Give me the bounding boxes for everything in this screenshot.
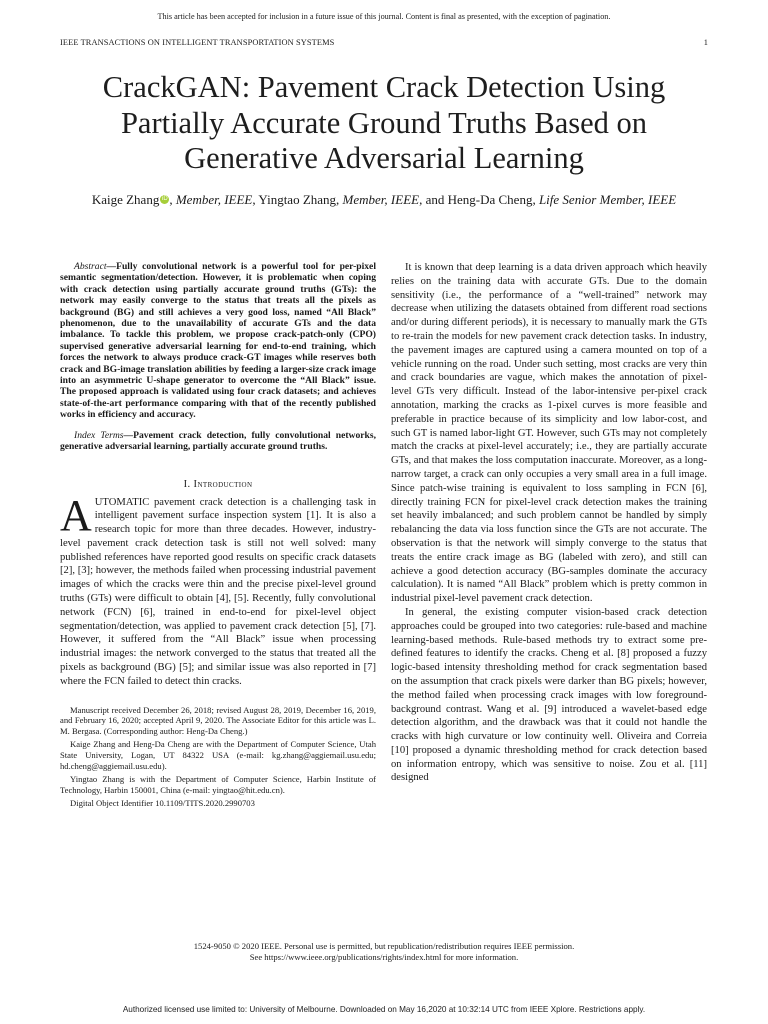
footnote-manuscript: Manuscript received December 26, 2018; revised August 28, 2019, December 16, 2019, and February 16, 2020; accepted April 9, 2020. The Associate Editor for this article was L. M. Bergasa. (Corresponding author: Heng-Da Cheng.) [60, 704, 376, 736]
copyright-notice [0, 941, 768, 963]
intro-paragraph [60, 490, 376, 689]
index-terms-label: Index Terms [74, 429, 124, 441]
footnotes [60, 705, 376, 809]
abstract-text: Fully convolutional network is a powerful tool for per-pixel semantic segmentation/detection. However, it is problematic when coping with crack detection using partially accurate ground truths (GTs): the network may easily converge to the status that treats all the pixels as background (BG) and still achieves a very good loss, named “All Black” phenomenon, due to the unavailability of accurate GTs and the data imbalance. To tackle this problem, we propose crack-patch-only (CPO) supervised generative adversarial learning for end-to-end training, which forces the network to always produce crack-GT images while reserves both crack and BG-image translation abilities by feeding a larger-size crack image into an asymmetric U-shape generator to overcome the “All Black” issue. The proposed approach is validated using four crack datasets; and achieves state-of-the-art performance comparing with that of the recently published works in efficiency and accuracy. [60, 261, 376, 421]
section-number: I. [183, 478, 191, 490]
journal-name: IEEE TRANSACTIONS ON INTELLIGENT TRANSPORTATION SYSTEMS [60, 38, 335, 47]
right-column [391, 261, 707, 785]
index-terms: Index Terms—Pavement crack detection, fully convolutional networks, generative adversarial learning, partially accurate ground truths. [60, 429, 376, 453]
section-title: Introduction [193, 478, 253, 490]
author-line: Kaige Zhang iD , Member, IEEE, Yingtao Zhang, Member, IEEE, and Heng-Da Cheng, Life Senior Member, IEEE [91, 192, 677, 207]
running-head [60, 38, 708, 47]
journal-notice: This article has been accepted for inclusion in a future issue of this journal. Content is final as presented, with the exception of pagination. [157, 12, 611, 21]
left-column [60, 261, 376, 812]
drop-cap: A [60, 490, 92, 540]
body-paragraph: In general, the existing computer vision-based crack detection approaches could be grouped into two categories: rule-based and machine learning-based methods. Rule-based methods try to extract some pre-defined features to identify the cracks. Cheng et al. [8] proposed a fuzzy logic-based intensity thresholding method for crack segmentation based on the assumption that crack pixels were darker than BG pixels; however, the method failed when processing crack images with low foreground-background contrast. Wang et al. [9] introduced a wavelet-based edge detection algorithm, and the drawback was that it could not handle the cracks with high curvature or low continuity well. Oliveira and Correia [10] proposed a dynamic thresholding method for crack detection based on information entropy, which was sensitive to noise. Zou et al. [11] designed [391, 606, 707, 784]
footnote-affiliation: Kaige Zhang and Heng-Da Cheng are with the Department of Computer Science, Utah State University, Logan, UT 84322 USA (e-mail: kg.zhang@aggiemail.usu.edu; hd.cheng@aggiemail.usu.edu). [60, 739, 376, 771]
intro-text: UTOMATIC pavement crack detection is a challenging task in intelligent pavement surface inspection system [1]. It is also a research topic for more than three decades. However, industry-level pavement crack detection task is still not well solved: many published references have reported good results on specific crack datasets [2], [3]; however, the methods failed when processing industrial pavement images of which the cracks were thin and the precise pixel-level ground truths (GTs) were difficult to obtain [4], [5]. Recently, fully convolutional network (FCN) [6], trained in end-to-end for pixel-level object segmentation/detection, was applied to pavement crack detection [5], [7]. However, it suffered from the “All Black” issue when processing industrial images: the network converged to the status that treated all the pixels as background (BG) [5]; and similar issue was also reported in [7] where the FCN failed to detect thin cracks. [60, 496, 376, 687]
orcid-icon[interactable]: iD [162, 196, 168, 202]
paper-title: CrackGAN: Pavement Crack Detection Using Partially Accurate Ground Truths Based on Generative Adversarial Learning [102, 70, 666, 175]
author-name: Yingtao Zhang [258, 192, 337, 207]
author-affiliation-role: Life Senior Member, IEEE [538, 192, 677, 207]
license-bar: Authorized licensed use limited to: University of Melbourne. Downloaded on May 16,2020 at 10:32:14 UTC from IEEE Xplore. Restrictions apply. [122, 1005, 646, 1014]
author-affiliation-role: Member, IEEE [175, 192, 253, 207]
page-number: 1 [703, 38, 708, 47]
body-paragraph: It is known that deep learning is a data driven approach which heavily relies on the training data with accurate GTs. Due to the domain sensitivity (i.e., the performance of a “well-trained” network may decrease when utilizing the datasets obtained from different road sections and/or during different periods), it is necessary to manually mark the GTs to re-train the models for new pavement crack detection tasks. In industry, the pavement images are captured using a camera mounted on top of a vehicle running on the road. Under such setting, most cracks are very thin and crack boundaries are vague, which makes the annotation of pixel-level GTs very difficult. Instead of the labor-intensive per-pixel crack annotation, marking the cracks as 1-pixel curves is more feasible and preferable in practice because of its simplicity and low labor-cost, and such GT is named labor-light GT. However, such GTs may not completely match the cracks at pixel-level accurately; i.e., they are partially accurate GTs, and that makes the loss computation inaccurate. Moreover, as a long-narrow target, a crack can only occupies a very small area in a full image. Since patch-wise training is equivalent to loss sampling in FCN [6], directly training FCN for pixel-level crack detection makes the training set heavily imbalanced; and such problem cannot be handled by simply rebalancing the data via loss function since the GTs are not accurate. The observation is that the network will simply converge to the status that treats the entire crack image as BG (labeled with zero), and still can achieve a good detection accuracy (BG-samples dominate the accuracy calculation). It is named “All Black” problem which is pretty common in industrial pixel-level pavement crack detection. [391, 262, 707, 605]
author-affiliation-role: Member, IEEE [342, 192, 420, 207]
footnote-affiliation: Yingtao Zhang is with the Department of Computer Science, Harbin Institute of Technology, Harbin 150001, China (e-mail: yingtao@hit.edu.cn). [60, 774, 376, 795]
section-heading [60, 479, 376, 490]
author-name: Heng-Da Cheng [447, 192, 533, 207]
index-terms-text: Pavement crack detection, fully convolutional networks, generative adversarial learning, partially accurate ground truths. [60, 429, 376, 453]
abstract: Abstract—Fully convolutional network is a powerful tool for per-pixel semantic segmentation/detection. However, it is problematic when coping with crack detection using partially accurate ground truths (GTs): the network may easily converge to the status that treats all the pixels as background (BG) and still achieves a very good loss, named “All Black” phenomenon, due to the unavailability of accurate GTs and the data imbalance. To tackle this problem, we propose crack-patch-only (CPO) supervised generative adversarial learning for end-to-end training, which forces the network to always produce crack-GT images while reserves both crack and BG-image translation abilities by feeding a larger-size crack image into an asymmetric U-shape generator to overcome the “All Black” issue. The proposed approach is validated using four crack datasets; and achieves state-of-the-art performance comparing with that of the recently published works in efficiency and accuracy. [60, 261, 376, 421]
footnote-doi: Digital Object Identifier 10.1109/TITS.2020.2990703 [70, 798, 255, 809]
copyright-line: 1524-9050 © 2020 IEEE. Personal use is permitted, but republication/redistribution requires IEEE permission. [193, 941, 575, 951]
author-name: Kaige Zhang [91, 192, 160, 207]
rights-link[interactable]: See https://www.ieee.org/publications/rights/index.html for more information. [249, 952, 519, 962]
abstract-label: Abstract [74, 261, 107, 272]
